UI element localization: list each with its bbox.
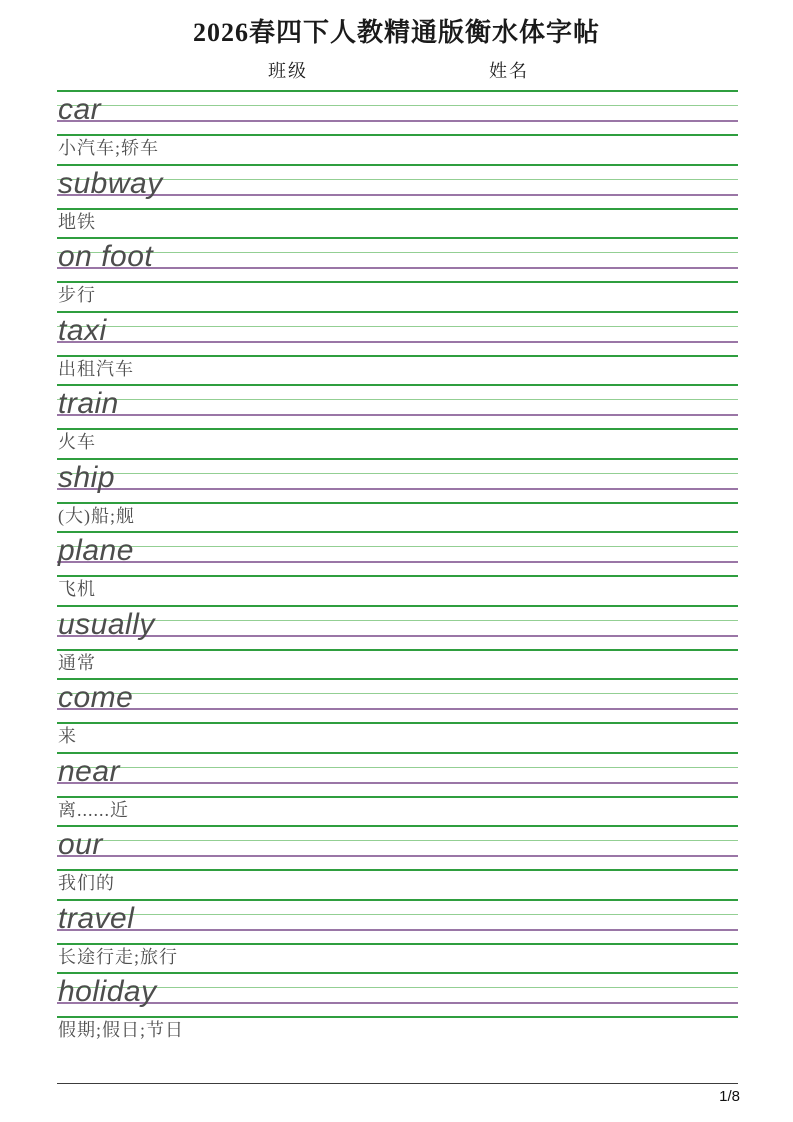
word-row (57, 605, 738, 679)
guide-line-top (57, 605, 738, 607)
guide-line-top (57, 311, 738, 313)
english-word: our (58, 828, 103, 861)
word-row (57, 90, 738, 164)
chinese-meaning: 地铁 (58, 211, 96, 232)
guide-line-xheight (57, 252, 738, 253)
guide-line-xheight (57, 987, 738, 988)
word-row (57, 164, 738, 238)
guide-line-top (57, 384, 738, 386)
guide-line-baseline (57, 414, 738, 416)
english-word: travel (58, 901, 135, 935)
guide-line-baseline (57, 561, 738, 563)
guide-line-bottom (57, 943, 738, 945)
guide-line-top (57, 458, 738, 460)
word-row (57, 752, 738, 826)
guide-line-top (57, 972, 738, 974)
chinese-meaning: 长途行走;旅行 (58, 946, 179, 967)
guide-line-bottom (57, 1016, 738, 1018)
chinese-meaning: 假期;假日;节日 (58, 1020, 185, 1040)
footer-divider (57, 1083, 738, 1084)
guide-line-xheight (57, 914, 738, 915)
guide-line-bottom (57, 208, 738, 210)
guide-line-xheight (57, 693, 738, 694)
chinese-meaning: 火车 (58, 432, 96, 452)
guide-line-baseline (57, 341, 738, 343)
guide-line-top (57, 678, 738, 680)
page-title: 2026春四下人教精通版衡水体字帖 (192, 18, 600, 47)
english-word: car (58, 93, 102, 126)
guide-line-bottom (57, 134, 738, 136)
guide-line-top (57, 90, 738, 92)
word-practice-rows (57, 90, 738, 1046)
guide-line-top (57, 237, 738, 239)
guide-line-baseline (57, 488, 738, 490)
guide-line-top (57, 899, 738, 901)
class-label: 班级 (268, 61, 308, 81)
guide-line-top (57, 531, 738, 533)
english-word: come (58, 681, 134, 714)
english-word: taxi (58, 313, 107, 347)
word-row (57, 678, 738, 752)
guide-line-xheight (57, 840, 738, 841)
guide-line-xheight (57, 620, 738, 621)
guide-line-bottom (57, 869, 738, 871)
word-row (57, 311, 738, 385)
guide-line-bottom (57, 281, 738, 283)
word-row (57, 899, 738, 973)
guide-line-baseline (57, 708, 738, 710)
chinese-meaning: 来 (58, 726, 77, 746)
guide-line-xheight (57, 473, 738, 474)
guide-line-xheight (57, 546, 738, 547)
guide-line-baseline (57, 635, 738, 637)
guide-line-baseline (57, 120, 738, 122)
english-word: on foot (58, 240, 154, 273)
guide-line-xheight (57, 105, 738, 106)
english-word: subway (58, 166, 163, 200)
chinese-meaning: 通常 (58, 652, 96, 673)
guide-line-baseline (57, 929, 738, 931)
word-row (57, 825, 738, 899)
word-row (57, 237, 738, 311)
guide-line-baseline (57, 267, 738, 269)
chinese-meaning: 飞机 (58, 579, 96, 599)
guide-line-bottom (57, 502, 738, 504)
guide-line-top (57, 752, 738, 754)
chinese-meaning: 出租汽车 (58, 358, 134, 379)
english-word: ship (58, 460, 116, 494)
chinese-meaning: 步行 (58, 285, 96, 305)
guide-line-bottom (57, 428, 738, 430)
guide-line-baseline (57, 1002, 738, 1004)
chinese-meaning: 离......近 (58, 799, 129, 820)
english-word: train (58, 387, 119, 420)
chinese-meaning: 小汽车;轿车 (58, 138, 160, 158)
guide-line-top (57, 164, 738, 166)
guide-line-xheight (57, 767, 738, 768)
word-row (57, 972, 738, 1046)
guide-line-bottom (57, 649, 738, 651)
english-word: usually (58, 607, 155, 641)
header-fields (0, 57, 793, 81)
word-row (57, 531, 738, 605)
guide-line-xheight (57, 326, 738, 327)
chinese-meaning: (大)船;舰 (58, 505, 135, 526)
guide-line-bottom (57, 796, 738, 798)
english-word: near (58, 754, 121, 788)
word-row (57, 458, 738, 532)
guide-line-bottom (57, 355, 738, 357)
english-word: plane (58, 534, 134, 567)
chinese-meaning: 我们的 (58, 873, 115, 893)
guide-line-baseline (57, 855, 738, 857)
word-row (57, 384, 738, 458)
guide-line-bottom (57, 722, 738, 724)
guide-line-bottom (57, 575, 738, 577)
name-label: 姓名 (489, 61, 529, 81)
guide-line-top (57, 825, 738, 827)
english-word: holiday (58, 975, 157, 1008)
guide-line-baseline (57, 782, 738, 784)
page-number: 1/8 (719, 1088, 740, 1105)
guide-line-xheight (57, 399, 738, 400)
